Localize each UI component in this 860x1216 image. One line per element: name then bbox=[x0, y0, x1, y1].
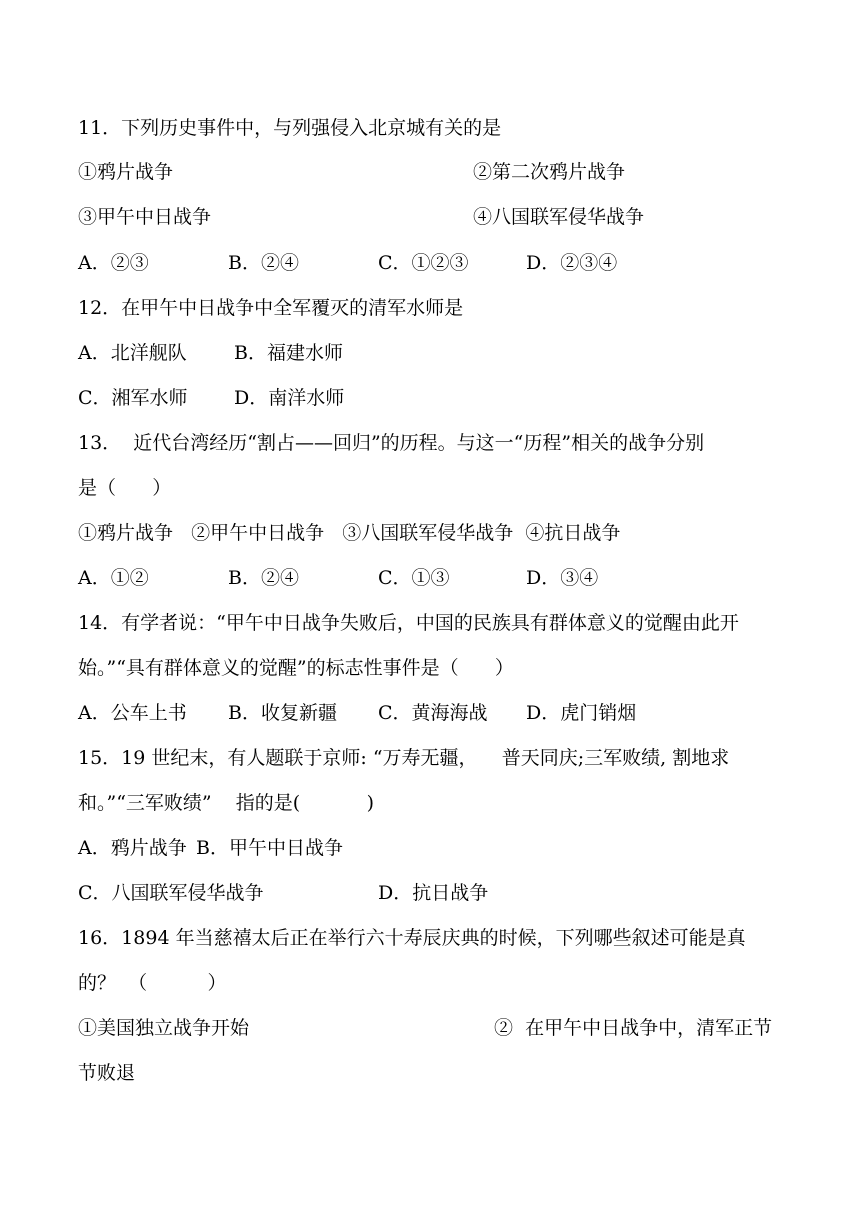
question-11-choices bbox=[78, 251, 798, 275]
question-14-stem-line-1: 14．有学者说：“甲午中日战争失败后，中国的民族具有群体意义的觉醒由此开 bbox=[78, 612, 739, 634]
question-11-option-4: ④八国联军侵华战争 bbox=[473, 206, 645, 228]
question-16-option-1: ①美国独立战争开始 bbox=[78, 1017, 250, 1039]
question-13-choice-a: A．①② bbox=[78, 567, 149, 589]
question-14-stem-line-2: 始。”“具有群体意义的觉醒”的标志性事件是（ ） bbox=[78, 657, 514, 679]
question-13-choice-c: C．①③ bbox=[378, 567, 450, 589]
question-12-choice-d: D．南洋水师 bbox=[234, 387, 345, 409]
question-13-choices bbox=[78, 566, 798, 590]
question-13-options: ①鸦片战争 ②甲午中日战争 ③八国联军侵华战争 ④抗日战争 bbox=[78, 522, 621, 544]
question-13-choice-d: D．③④ bbox=[526, 567, 599, 589]
question-15-stem-line-1: 15．19 世纪末，有人题联于京师: “万寿无疆， 普天同庆;三军败绩, 割地求 bbox=[78, 747, 730, 769]
question-15-choice-c: C．八国联军侵华战争 bbox=[78, 882, 264, 904]
question-11-choice-b: B．②④ bbox=[228, 252, 299, 274]
question-15-choice-a: A．鸦片战争 bbox=[78, 837, 187, 859]
question-12-choices-row-2 bbox=[78, 386, 798, 410]
question-14-choice-d: D．虎门销烟 bbox=[526, 702, 637, 724]
question-11-choice-d: D．②③④ bbox=[526, 252, 618, 274]
question-16-options-row bbox=[78, 1016, 798, 1040]
question-12-choice-a: A．北洋舰队 bbox=[78, 342, 187, 364]
question-14-choice-c: C．黄海海战 bbox=[378, 702, 488, 724]
question-11-stem: 11．下列历史事件中，与列强侵入北京城有关的是 bbox=[78, 117, 502, 139]
question-14-choice-a: A．公车上书 bbox=[78, 702, 187, 724]
question-11-options-row-2 bbox=[78, 205, 798, 229]
question-15-stem-line-2: 和。”“三军败绩” 指的是( ) bbox=[78, 792, 375, 814]
question-15-choice-b: B．甲午中日战争 bbox=[196, 837, 343, 859]
question-13-choice-b: B．②④ bbox=[228, 567, 299, 589]
question-16-option-2: ② 在甲午中日战争中，清军正节 bbox=[494, 1017, 773, 1039]
question-13-stem-line-1: 13． 近代台湾经历“割占——回归”的历程。与这一“历程”相关的战争分别 bbox=[78, 432, 705, 454]
question-14-choices bbox=[78, 701, 798, 725]
question-11-option-2: ②第二次鸦片战争 bbox=[473, 161, 626, 183]
question-14-choice-b: B．收复新疆 bbox=[228, 702, 337, 724]
question-11-option-3: ③甲午中日战争 bbox=[78, 206, 212, 228]
question-12-choice-b: B．福建水师 bbox=[234, 342, 343, 364]
question-11-options-row-1 bbox=[78, 160, 798, 184]
question-15-choices-row-2 bbox=[78, 881, 798, 905]
question-16-stem-line-2: 的？ （ ） bbox=[78, 972, 227, 994]
question-12-choices-row-1 bbox=[78, 341, 798, 365]
question-12-choice-c: C．湘军水师 bbox=[78, 387, 188, 409]
question-11-choice-c: C．①②③ bbox=[378, 252, 469, 274]
question-16-option-2-continuation: 节败退 bbox=[78, 1062, 136, 1084]
question-13-stem-line-2: 是（ ） bbox=[78, 477, 172, 499]
question-11-choice-a: A．②③ bbox=[78, 252, 149, 274]
question-12-stem: 12．在甲午中日战争中全军覆灭的清军水师是 bbox=[78, 297, 464, 319]
question-16-stem-line-1: 16．1894 年当慈禧太后正在举行六十寿辰庆典的时候，下列哪些叙述可能是真 bbox=[78, 927, 746, 949]
question-15-choice-d: D．抗日战争 bbox=[378, 882, 489, 904]
question-11-option-1: ①鸦片战争 bbox=[78, 161, 174, 183]
question-15-choices-row-1 bbox=[78, 836, 798, 860]
